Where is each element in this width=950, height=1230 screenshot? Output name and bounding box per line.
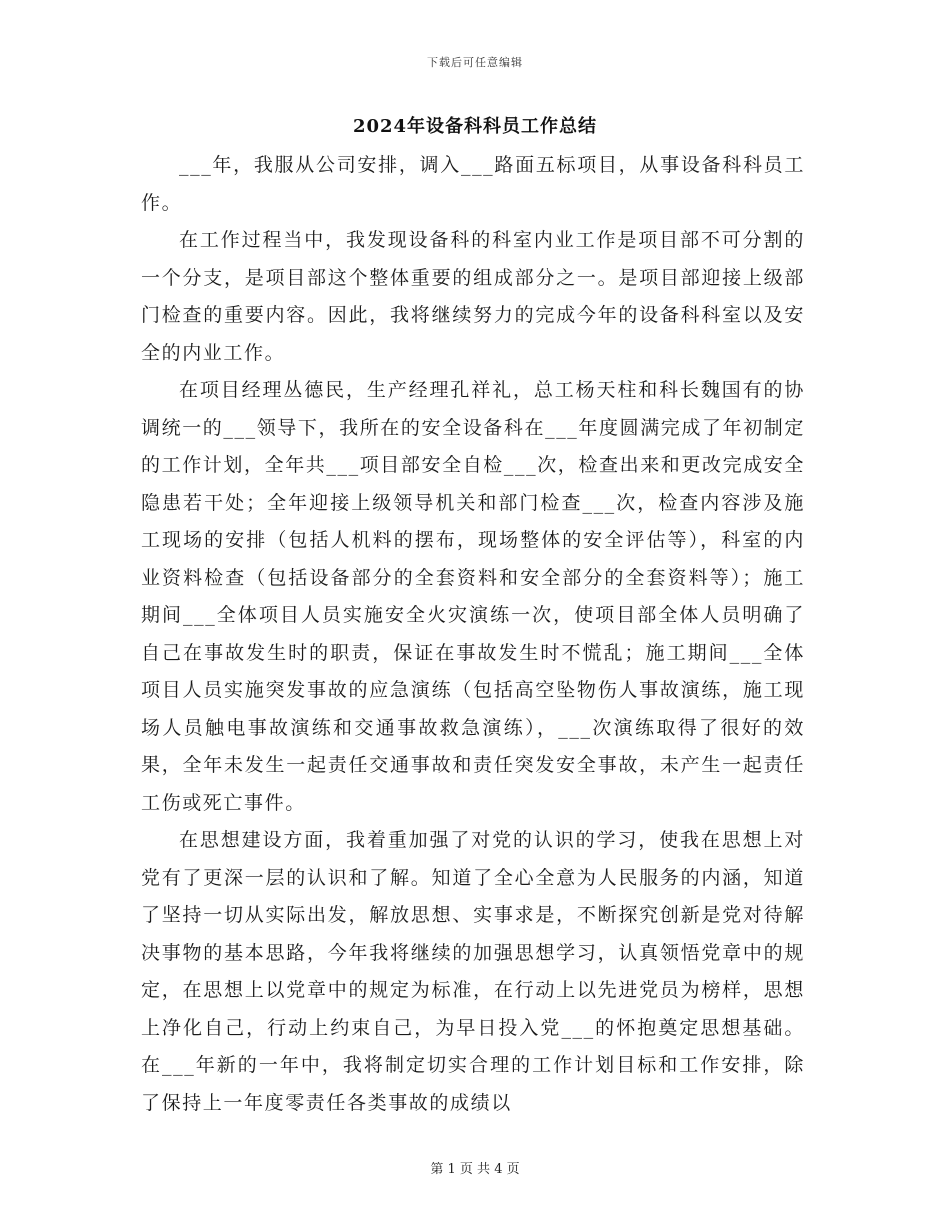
paragraph-3: 在项目经理丛德民，生产经理孔祥礼，总工杨天柱和科长魏国有的协调统一的___领导下，我所在的安全设备科在___年度圆满完成了年初制定的工作计划，全年共___项目部安全自检___次，检查出来和更改完成安全隐患若干处；全年迎接上级领导机关和部门检查___次，检查内容涉及施工现场的安排（包括人机料的摆布，现场整体的安全评估等），科室的内业资料检查（包括设备部分的全套资料和安全部分的全套资料等）；施工期间___全体项目人员实施安全火灾演练一次，使项目部全体人员明确了自己在事故发生时的职责，保证在事故发生时不慌乱；施工期间___全体项目人员实施突发事故的应急演练（包括高空坠物伤人事故演练，施工现场人员触电事故演练和交通事故救急演练），___次演练取得了很好的效果，全年未发生一起责任交通事故和责任突发安全事故，未产生一起责任工伤或死亡事件。: [141, 379, 806, 814]
header-note: 下载后可任意编辑: [427, 56, 523, 69]
document-title: 2024年设备科科员工作总结: [352, 116, 598, 137]
document-body: [141, 147, 805, 1122]
page-number: 第 1 页 共 4 页: [430, 1162, 520, 1177]
paragraph-2: 在工作过程当中，我发现设备科的科室内业工作是项目部不可分割的一个分支，是项目部这个整体重要的组成部分之一。是项目部迎接上级部门检查的重要内容。因此，我将继续努力的完成今年的设备科科室以及安全的内业工作。: [141, 229, 805, 364]
paragraph-1: ___年，我服从公司安排，调入___路面五标项目，从事设备科科员工作。: [141, 154, 805, 214]
paragraph-4: 在思想建设方面，我着重加强了对党的认识的学习，使我在思想上对党有了更深一层的认识和了解。知道了全心全意为人民服务的内涵，知道了坚持一切从实际出发，解放思想、实事求是，不断探究创新是党对待解决事物的基本思路，今年我将继续的加强思想学习，认真领悟党章中的规定，在思想上以党章中的规定为标准，在行动上以先进党员为榜样，思想上净化自己，行动上约束自己，为早日投入党___的怀抱奠定思想基础。在___年新的一年中，我将制定切实合理的工作计划目标和工作安排，除了保持上一年度零责任各类事故的成绩以: [141, 829, 805, 1114]
